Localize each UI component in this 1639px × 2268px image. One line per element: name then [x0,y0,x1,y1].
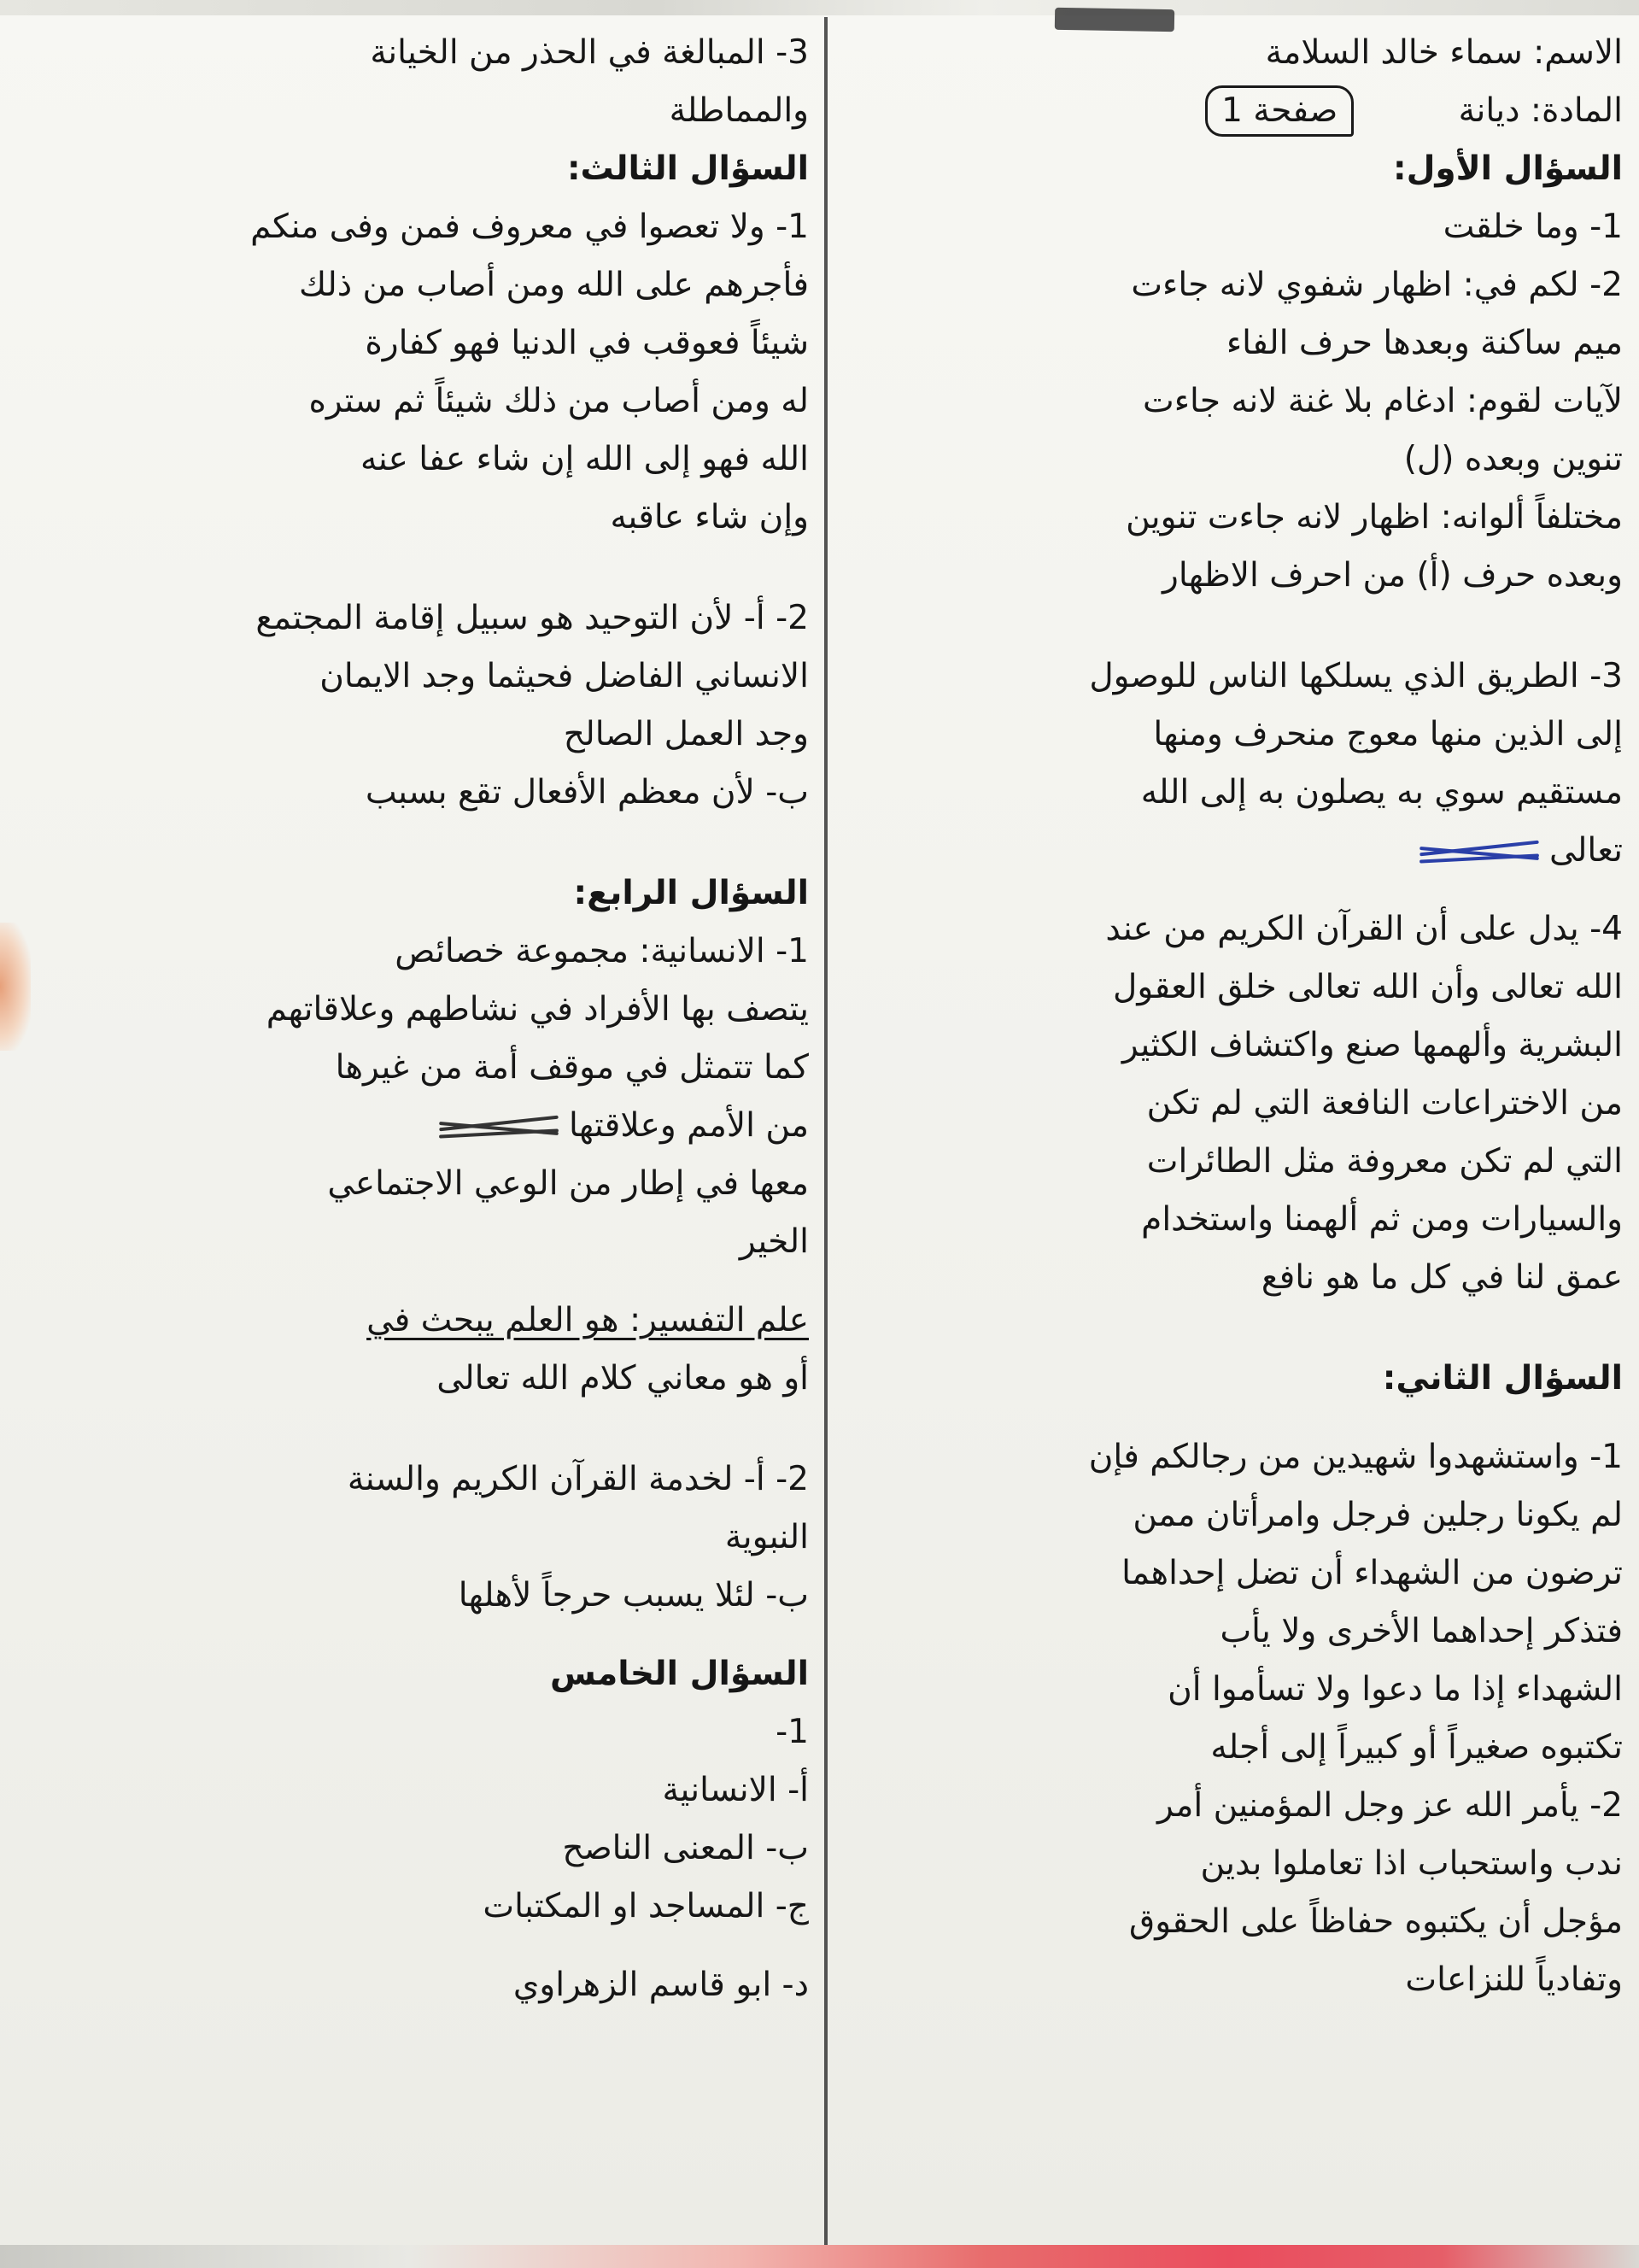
answer-line: البشرية وألهمها صنع واكتشاف الكثير [1121,1026,1623,1064]
answer-line: 1- الانسانية: مجموعة خصائص [395,932,809,970]
answer-line: 1- [776,1713,809,1751]
answer-line: فأجرهم على الله ومن أصاب من ذلك [299,266,809,304]
paper-bottom-edge [0,2245,1639,2268]
answer-line: إلى الذين منها معوج منحرف ومنها [1153,715,1623,753]
column-divider [824,17,828,2247]
q3-heading: السؤال الثالث: [566,149,809,188]
answer-line: 4- يدل على أن القرآن الكريم من عند [1105,910,1623,948]
answer-line: ب- لئلا يسبب حرجاً لأهلها [458,1576,809,1615]
answer-line: الله تعالى وأن الله تعالى خلق العقول [1113,968,1623,1006]
answer-line: لم يكونا رجلين فرجل وامرأتان ممن [1133,1496,1623,1534]
answer-line: ج- المساجد او المكتبات [483,1887,809,1925]
left-column [19,24,809,2236]
answer-line: 1- واستشهدوا شهيدين من رجالكم فإن [1088,1438,1623,1476]
answer-line: 1- ولا تعصوا في معروف فمن وفى منكم [250,208,809,246]
answer-line: ب- المعنى الناصح [562,1829,809,1867]
answer-line: 3- الطريق الذي يسلكها الناس للوصول [1089,657,1623,695]
answer-line: 1- وما خلقت [1443,208,1623,246]
subject-row [850,82,1623,140]
answer-line: يتصف بها الأفراد في نشاطهم وعلاقاتهم [266,990,809,1029]
answer-line: أ- الانسانية [662,1771,809,1809]
answer-line: مستقيم سوي به يصلون به إلى الله [1140,773,1623,812]
answer-line: مؤجل أن يكتبوه حفاظاً على الحقوق [1128,1902,1623,1941]
answer-line-with-scribble [850,822,1623,880]
crossed-out-scribble [439,1116,559,1139]
answer-text: من الأمم وعلاقتها [569,1106,809,1145]
answer-line: الانساني الفاضل فحيثما وجد الايمان [319,657,809,695]
answer-line: من الاختراعات النافعة التي لم تكن [1146,1084,1623,1122]
answer-line: الشهداء إذا ما دعوا ولا تسأموا أن [1168,1670,1623,1708]
student-name: الاسم: سماء خالد السلامة [1265,33,1623,72]
answer-line: 2- أ- لأن التوحيد هو سبيل إقامة المجتمع [255,599,809,637]
answer-line: تكتبوه صغيراً أو كبيراً إلى أجله [1210,1728,1623,1767]
answer-line: وتفادياً للنزاعات [1405,1960,1623,1999]
page-number: صفحة 1 [1205,85,1354,137]
right-column [850,24,1623,2236]
answer-line: لآيات لقوم: ادغام بلا غنة لانه جاءت [1143,382,1623,420]
answer-line: ب- لأن معظم الأفعال تقع بسبب [365,773,809,812]
answer-line: النبوية [724,1518,809,1556]
answer-line: 3- المبالغة في الحذر من الخيانة [370,33,809,72]
answer-line: كما تتمثل في موقف أمة من غيرها [335,1048,809,1087]
answer-line: وبعده حرف (أ) من احرف الاظهار [1162,556,1623,595]
answer-line: الله فهو إلى الله إن شاء عفا عنه [360,440,809,478]
answer-line: والمماطلة [669,91,809,130]
q5-heading: السؤال الخامس [550,1655,809,1693]
q2-heading: السؤال الثاني: [1382,1359,1623,1398]
answer-text: تعالى [1549,831,1623,870]
answer-line: وإن شاء عاقبه [610,498,809,536]
answer-line: مختلفاً ألوانه: اظهار لانه جاءت تنوين [1126,498,1623,536]
answer-line: ندب واستحباب اذا تعاملوا بدين [1200,1844,1623,1883]
answer-line: تنوين وبعده (ل) [1403,440,1623,478]
answer-line: أو هو معاني كلام الله تعالى [436,1359,809,1398]
q1-heading: السؤال الأول: [1392,149,1623,188]
answer-line: معها في إطار من الوعي الاجتماعي [327,1164,809,1203]
answer-line: شيئاً فعوقب في الدنيا فهو كفارة [365,324,809,362]
answer-line: له ومن أصاب من ذلك شيئاً ثم ستره [308,382,809,420]
crossed-out-scribble [1419,841,1539,864]
answer-line: عمق لنا في كل ما هو نافع [1261,1258,1623,1297]
q4-heading: السؤال الرابع: [573,874,809,912]
answer-line: الخير [739,1222,809,1261]
answer-line: وجد العمل الصالح [563,715,809,753]
answer-line: والسيارات ومن ثم ألهمنا واستخدام [1141,1200,1623,1239]
answer-line: 2- يأمر الله عز وجل المؤمنين أمر [1156,1786,1623,1825]
answer-line: ترضون من الشهداء أن تضل إحداهما [1121,1554,1623,1592]
answer-line: 2- أ- لخدمة القرآن الكريم والسنة [347,1460,809,1498]
answer-line: فتذكر إحداهما الأخرى ولا يأب [1220,1612,1623,1650]
answer-line: د- ابو قاسم الزهراوي [512,1966,809,2004]
answer-line: التي لم تكن معروفة مثل الطائرات [1146,1142,1623,1181]
answer-line: ميم ساكنة وبعدها حرف الفاء [1226,324,1623,362]
answer-line: علم التفسير: هو العلم يبحث في [366,1301,809,1339]
answer-line: 2- لكم في: اظهار شفوي لانه جاءت [1131,266,1623,304]
subject-line: المادة: ديانة [1458,91,1623,130]
answer-line-with-scribble [19,1097,809,1155]
paper-top-edge [0,0,1639,15]
